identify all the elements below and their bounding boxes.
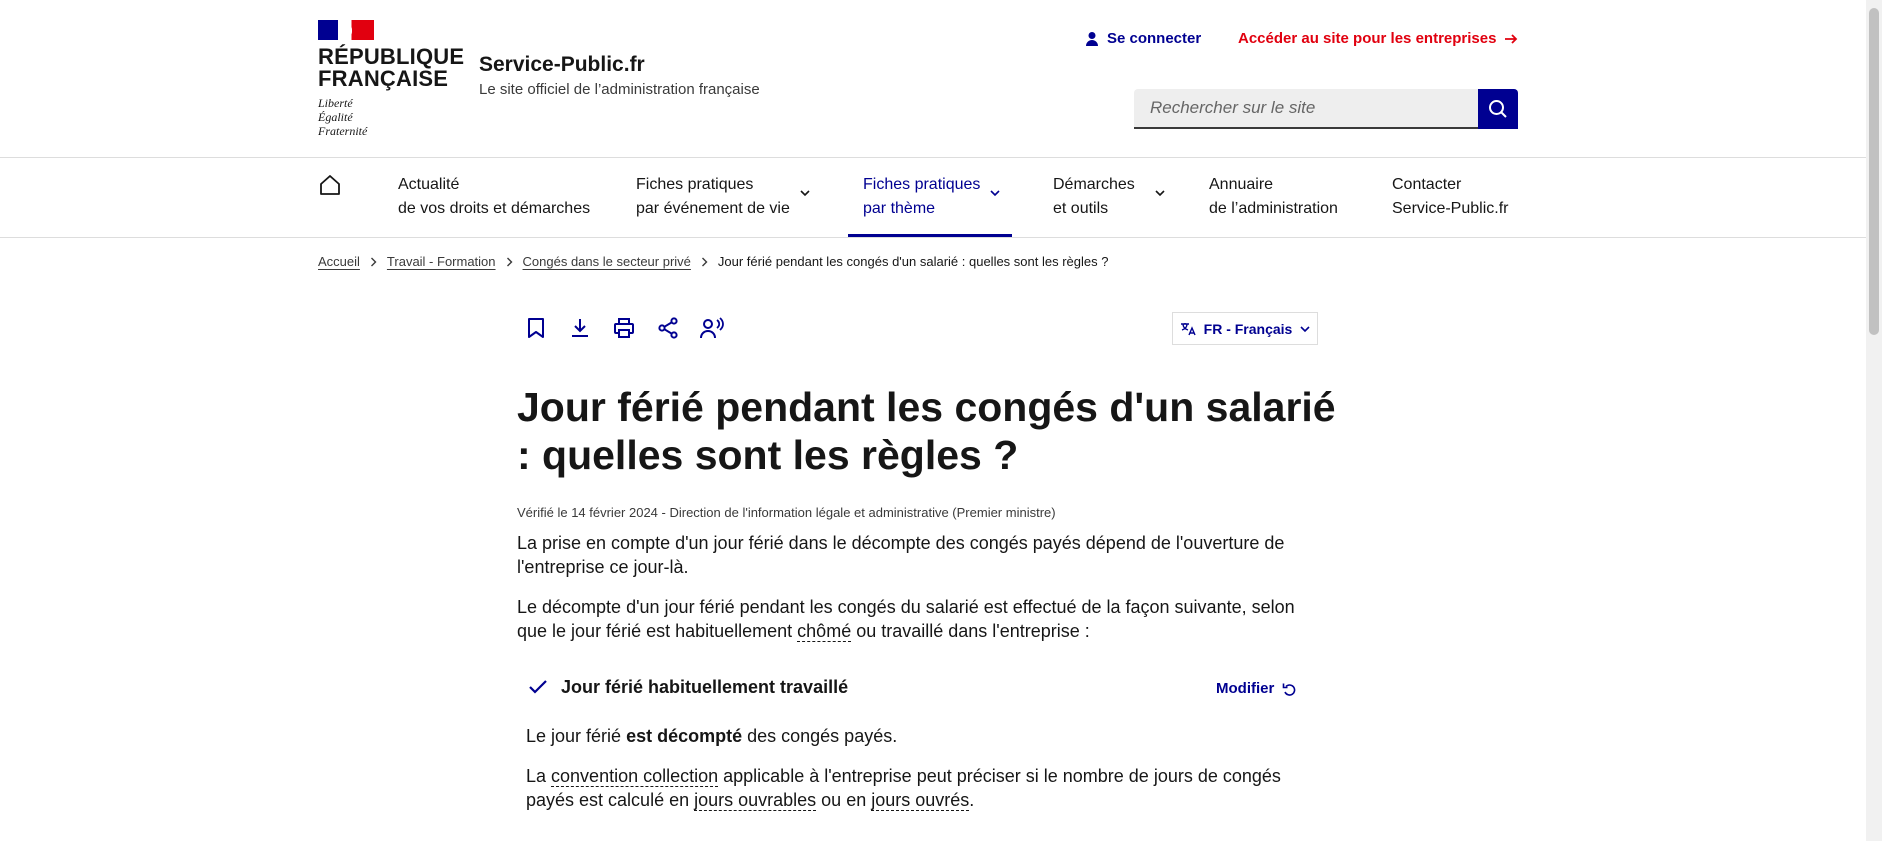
logo-line-2: FRANÇAISE: [318, 66, 449, 91]
user-icon: [1085, 31, 1099, 47]
modify-label: Modifier: [1216, 680, 1275, 697]
search-button[interactable]: [1478, 89, 1518, 129]
enterprise-link[interactable]: [1238, 30, 1518, 47]
devise-fraternite: Fraternité: [318, 124, 368, 138]
download-button[interactable]: [568, 316, 592, 340]
connect-label: Se connecter: [1107, 30, 1202, 47]
print-icon: [613, 317, 635, 339]
bookmark-button[interactable]: [524, 316, 548, 340]
download-icon: [569, 317, 591, 339]
breadcrumb-link-accueil[interactable]: Accueil: [318, 254, 360, 269]
nav-item-contacter[interactable]: [1392, 173, 1508, 221]
devise-egalite: Égalité: [318, 110, 353, 124]
modify-button[interactable]: [1216, 680, 1296, 697]
enterprise-label: Accéder au site pour les entreprises: [1238, 30, 1497, 47]
chevron-right-icon: [506, 257, 513, 267]
result-paragraph: [526, 724, 1326, 748]
breadcrumb: [318, 254, 1108, 269]
nav-item-line2: par thème: [863, 200, 936, 217]
text-segment: des congés payés.: [742, 726, 898, 746]
site-tagline: Le site officiel de l’administration française: [479, 81, 760, 98]
chevron-down-icon: [1155, 189, 1165, 197]
definition-jours-ouvres[interactable]: jours ouvrés: [871, 790, 970, 810]
nav-active-indicator: [848, 234, 1012, 237]
undo-icon: [1282, 682, 1296, 696]
selected-answer: [528, 675, 1308, 705]
nav-item-line2: par événement de vie: [636, 200, 790, 217]
marianne-flag-icon: [318, 20, 374, 40]
text-segment: La: [526, 766, 552, 786]
nav-item-line2: de vos droits et démarches: [398, 200, 591, 217]
nav-item-demarches[interactable]: [1053, 173, 1135, 221]
breadcrumb-current: Jour férié pendant les congés d'un salarié : quelles sont les règles ?: [717, 254, 1109, 269]
share-icon: [657, 317, 679, 339]
text-segment: ou travaillé dans l'entreprise :: [851, 621, 1090, 641]
listen-button[interactable]: [700, 316, 724, 340]
language-label: FR - Français: [1203, 320, 1293, 337]
chevron-down-icon: [1300, 325, 1310, 333]
definition-jours-ouvrables[interactable]: jours ouvrables: [694, 790, 817, 810]
convention-paragraph: [526, 764, 1326, 812]
definition-chome[interactable]: chômé: [797, 621, 852, 641]
text-segment: Le jour férié: [526, 726, 627, 746]
site-header: [0, 0, 1866, 158]
text-emphasis: est décompté: [626, 726, 743, 746]
print-button[interactable]: [612, 316, 636, 340]
nav-item-line1: Annuaire: [1209, 176, 1274, 193]
translate-icon: [1180, 322, 1196, 336]
arrow-right-icon: [1504, 33, 1518, 45]
nav-item-par-theme[interactable]: [863, 173, 980, 221]
speaker-person-icon: [700, 317, 724, 339]
share-button[interactable]: [656, 316, 680, 340]
check-icon: [528, 679, 548, 695]
home-link[interactable]: [318, 173, 342, 197]
devise-liberte: Liberté: [318, 96, 353, 110]
devise: [318, 96, 464, 138]
scrollbar-thumb[interactable]: [1869, 8, 1879, 335]
search-bar: [1134, 89, 1518, 129]
explanation-paragraph: [517, 595, 1317, 643]
nav-item-line2: et outils: [1053, 200, 1109, 217]
intro-paragraph: La prise en compte d'un jour férié dans le décompte des congés payés dépend de l'ouverture de l'entreprise ce jour-là.: [517, 533, 1285, 577]
chevron-right-icon: [370, 257, 377, 267]
nav-item-line1: Fiches pratiques: [863, 176, 981, 193]
definition-convention-collective[interactable]: convention collection: [551, 766, 719, 786]
logo-text: [318, 46, 464, 90]
republique-logo[interactable]: [318, 20, 464, 138]
nav-item-line1: Démarches: [1053, 176, 1135, 193]
text-segment: ou en: [816, 790, 872, 810]
language-selector[interactable]: [1172, 312, 1318, 345]
nav-item-line1: Actualité: [398, 176, 460, 193]
main-navigation: [0, 159, 1866, 238]
chevron-down-icon: [800, 189, 810, 197]
breadcrumb-link-travail[interactable]: Travail - Formation: [386, 254, 496, 269]
nav-item-line2: de l’administration: [1209, 200, 1338, 217]
nav-item-line1: Contacter: [1392, 176, 1462, 193]
breadcrumb-link-conges[interactable]: Congés dans le secteur privé: [522, 254, 691, 269]
page-scrollbar[interactable]: [1866, 0, 1882, 841]
chevron-down-icon: [990, 189, 1000, 197]
article-tools: [524, 316, 724, 340]
nav-item-evenement-de-vie[interactable]: [636, 173, 790, 221]
nav-item-line1: Fiches pratiques: [636, 176, 754, 193]
verification-meta: Vérifié le 14 février 2024 - Direction de l'information légale et administrative (Premier ministre): [517, 505, 1056, 520]
nav-item-line2: Service-Public.fr: [1392, 200, 1509, 217]
home-icon: [318, 173, 342, 197]
nav-item-annuaire[interactable]: [1209, 173, 1338, 221]
nav-item-actualite[interactable]: [398, 173, 590, 221]
logo-line-1: RÉPUBLIQUE: [318, 44, 465, 69]
text-segment: applicable à l'entreprise peut préciser si le nombre de jours de congés payés est calculé en: [526, 766, 1281, 810]
connect-link[interactable]: [1085, 30, 1201, 47]
site-name[interactable]: Service-Public.fr: [479, 53, 645, 76]
search-input[interactable]: [1134, 89, 1478, 129]
bookmark-icon: [527, 317, 545, 339]
text-segment: .: [969, 790, 975, 810]
search-icon: [1488, 99, 1508, 119]
chevron-right-icon: [701, 257, 708, 267]
answer-label: Jour férié habituellement travaillé: [561, 677, 849, 697]
text-segment: Le décompte d'un jour férié pendant les congés du salarié est effectué de la façon suivante, selon que le jour férié est habituellement: [517, 597, 1295, 641]
page-title: Jour férié pendant les congés d'un salarié : quelles sont les règles ?: [517, 384, 1336, 478]
